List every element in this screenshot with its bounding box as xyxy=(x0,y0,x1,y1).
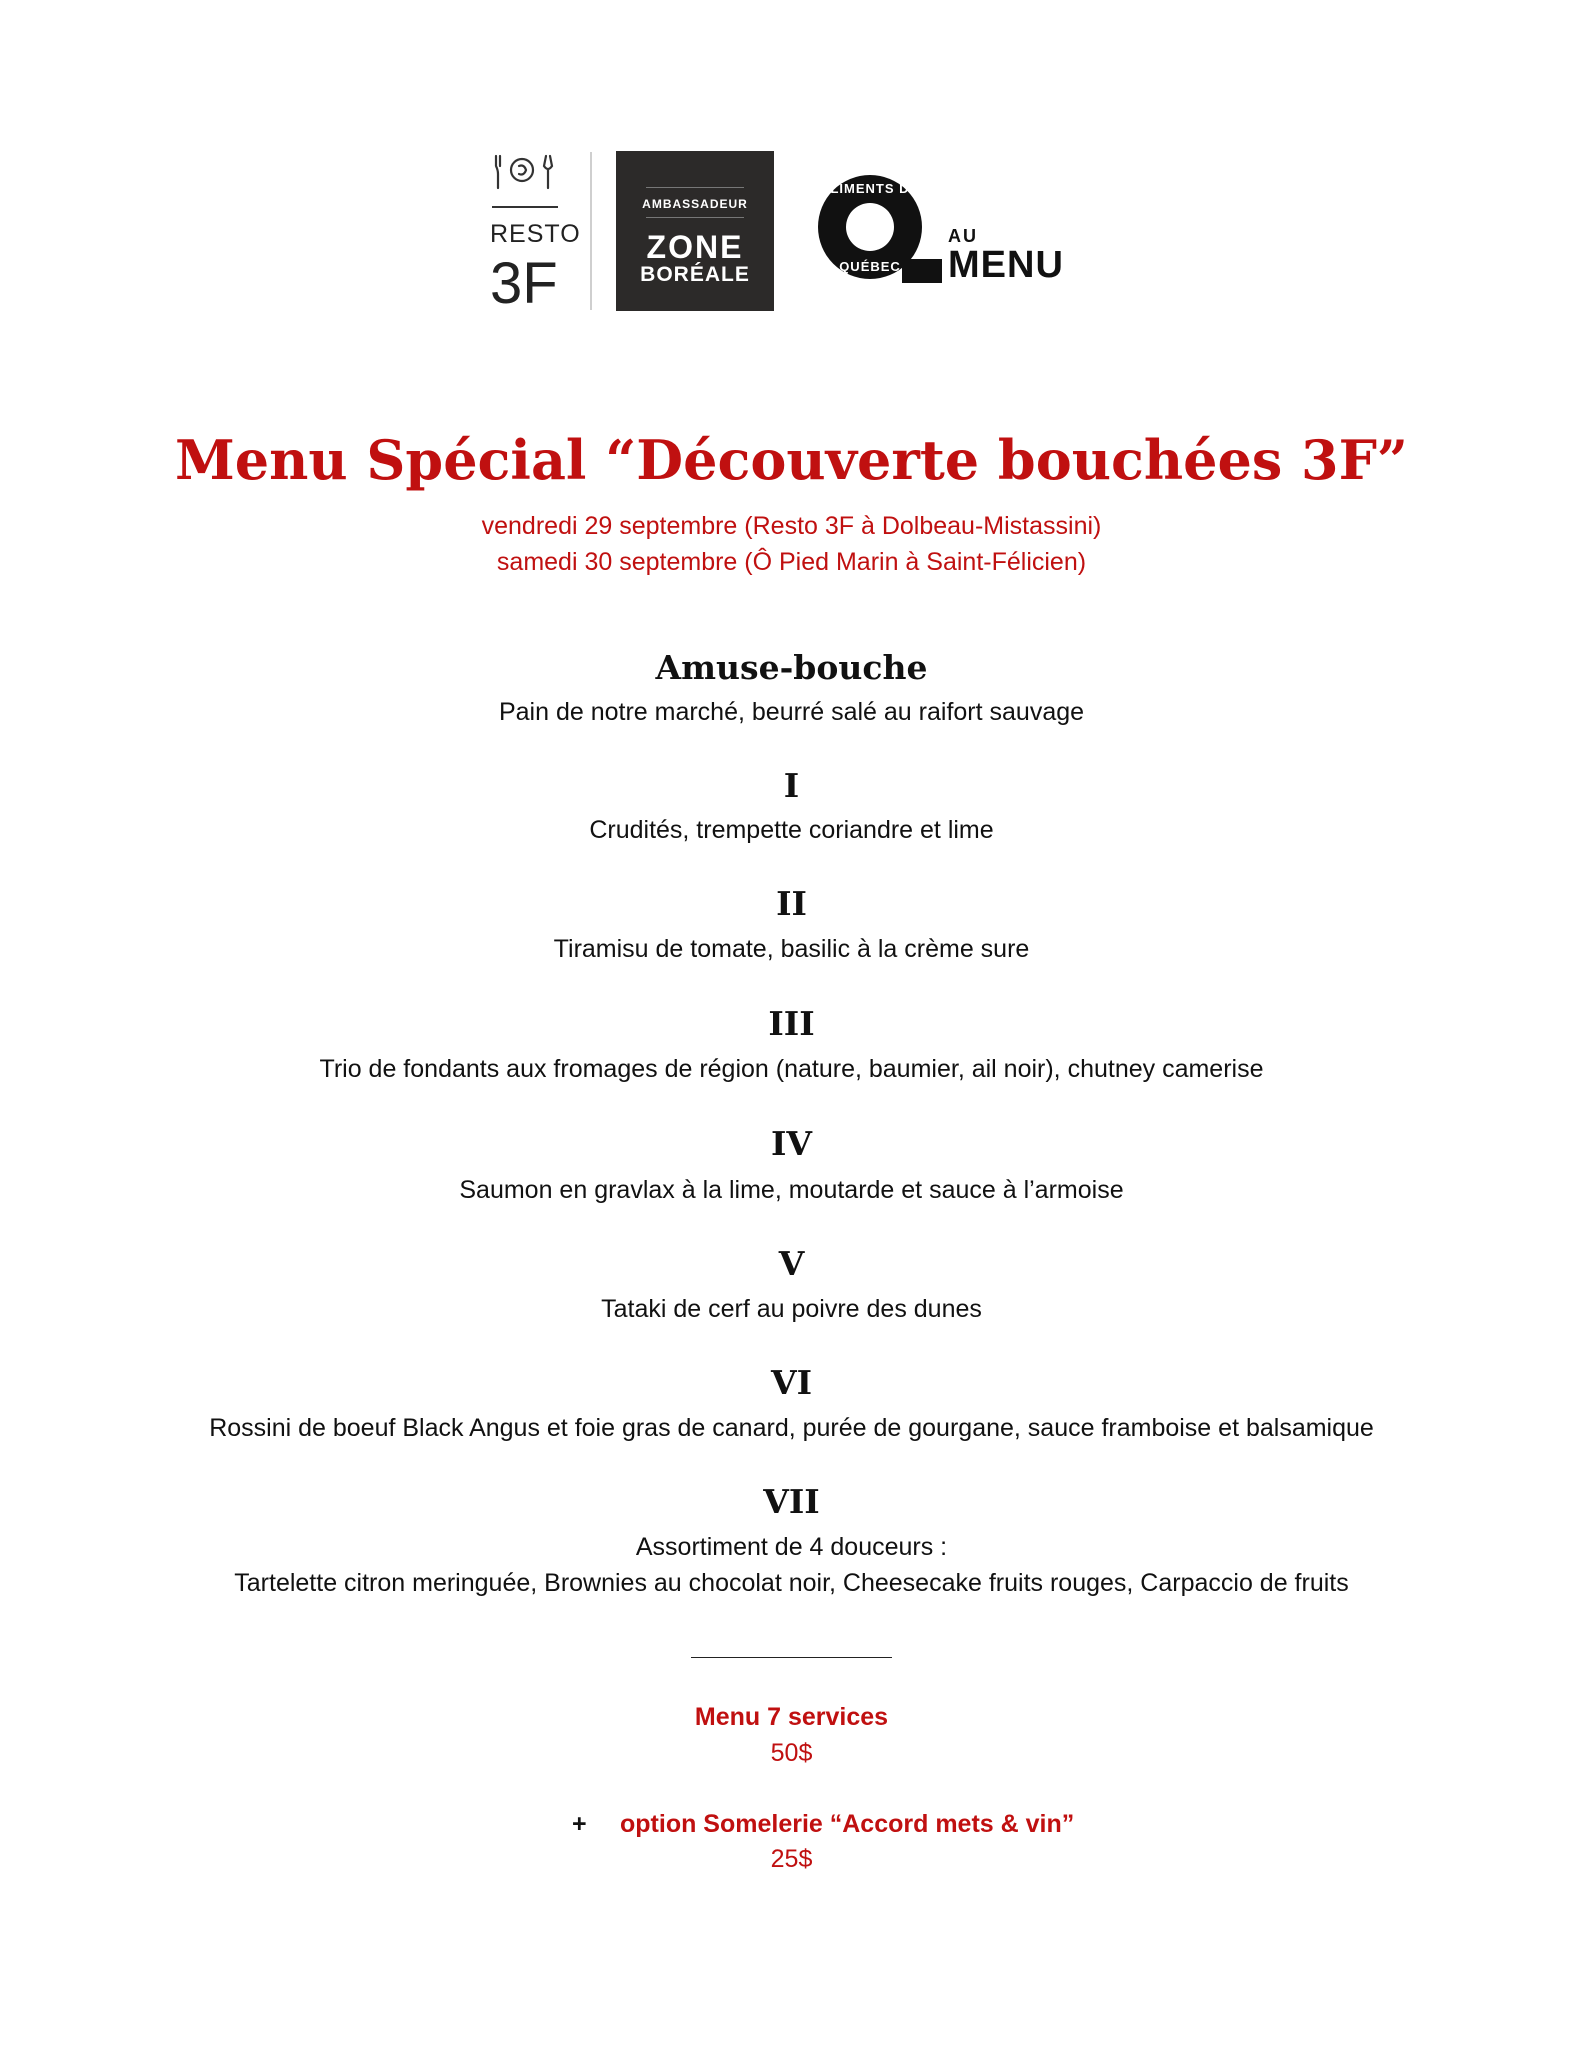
logo-divider xyxy=(590,152,592,310)
course-heading: I xyxy=(783,766,800,805)
course-heading: III xyxy=(768,1004,815,1043)
plus-sign: + xyxy=(572,1810,587,1838)
course-description: Rossini de boeuf Black Angus et foie gras de canard, purée de gourgane, sauce framboise et balsamique xyxy=(209,1414,1374,1442)
zone-boreale-logo xyxy=(616,151,774,311)
zone-rule-bottom xyxy=(646,217,744,218)
resto-number: 3F xyxy=(490,251,558,316)
aliments-quebec-q-icon xyxy=(810,169,950,294)
menu-price-value: 50$ xyxy=(770,1739,813,1767)
course-description: Saumon en gravlax à la lime, moutarde et sauce à l’armoise xyxy=(459,1176,1124,1204)
logo-bar xyxy=(0,148,1583,318)
date-line-1: vendredi 29 septembre (Resto 3F à Dolbeau-Mistassini) xyxy=(481,512,1102,540)
resto-3f-logo xyxy=(488,148,581,318)
date-line-2: samedi 30 septembre (Ô Pied Marin à Saint-Félicien) xyxy=(496,548,1087,576)
menu-price-label: Menu 7 services xyxy=(694,1703,889,1731)
course-heading: V xyxy=(778,1244,805,1283)
course-description: Tataki de cerf au poivre des dunes xyxy=(601,1295,982,1323)
course-heading: VI xyxy=(770,1363,813,1402)
course-description: Assortiment de 4 douceurs : xyxy=(635,1533,948,1561)
option-label: option Somelerie “Accord mets & vin” xyxy=(620,1810,1075,1838)
option-price-value: 25$ xyxy=(770,1845,813,1873)
course-description: Pain de notre marché, beurré salé au raifort sauvage xyxy=(498,698,1085,726)
course-heading: Amuse-bouche xyxy=(655,648,928,687)
au-word: AU xyxy=(948,226,978,246)
page-title: Menu Spécial “Découverte bouchées 3F” xyxy=(174,428,1408,492)
resto-rule xyxy=(492,206,558,208)
course-heading: VII xyxy=(763,1482,820,1521)
aliments-du-quebec-logo xyxy=(810,169,1070,294)
section-divider xyxy=(691,1657,892,1658)
course-heading: IV xyxy=(770,1124,813,1163)
zone-rule-top xyxy=(646,187,744,188)
boreale-word: BORÉALE xyxy=(640,263,750,286)
svg-text:ALIMENTS DU: ALIMENTS DU xyxy=(820,181,920,196)
course-description: Tiramisu de tomate, basilic à la crème sure xyxy=(553,935,1030,963)
zone-word: ZONE xyxy=(646,229,744,265)
zone-ambassadeur-text: AMBASSADEUR xyxy=(642,197,748,211)
course-description: Tartelette citron meringuée, Brownies au chocolat noir, Cheesecake fruits rouges, Carpaccio de fruits xyxy=(234,1569,1349,1597)
course-heading: II xyxy=(776,884,807,923)
resto-word: RESTO xyxy=(490,220,581,248)
course-description: Trio de fondants aux fromages de région (nature, baumier, ail noir), chutney camerise xyxy=(319,1055,1264,1083)
fork-plate-glass-icon xyxy=(492,152,560,192)
menu-word: MENU xyxy=(948,244,1064,286)
au-menu-text xyxy=(948,227,1064,285)
svg-text:QUÉBEC: QUÉBEC xyxy=(839,259,901,274)
course-description: Crudités, trempette coriandre et lime xyxy=(589,816,994,844)
